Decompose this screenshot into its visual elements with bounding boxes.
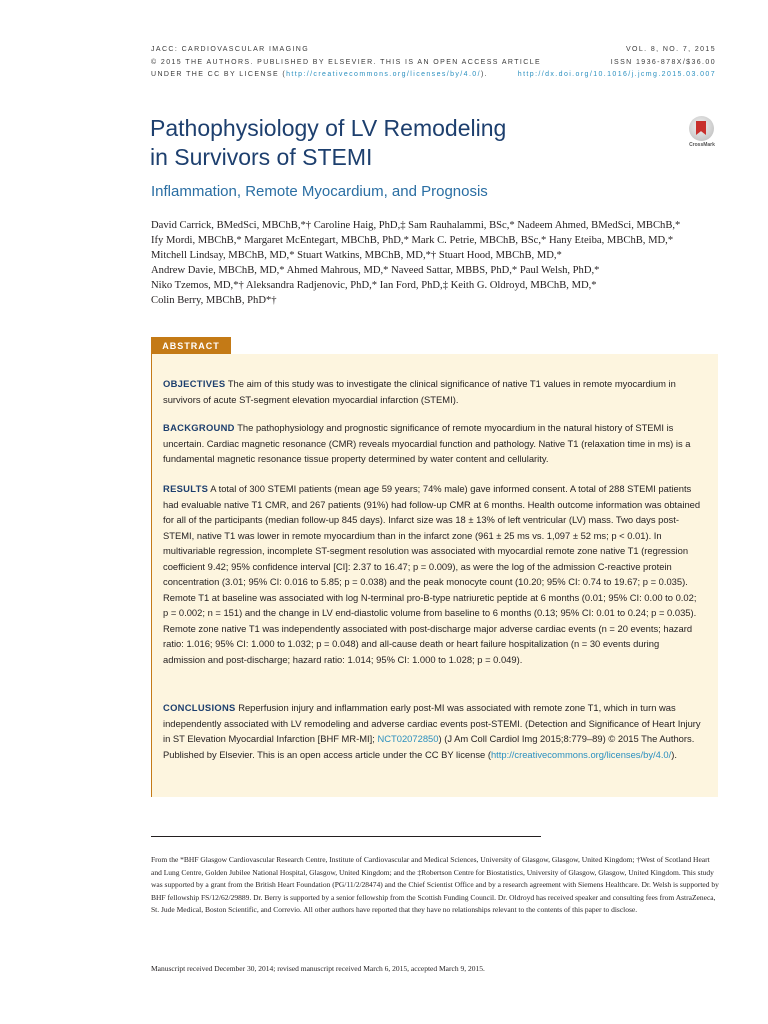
manuscript-dates: Manuscript received December 30, 2014; revised manuscript received March 6, 2015, accepted March 9, 2015. [151, 964, 485, 973]
abstract-objectives: OBJECTIVES The aim of this study was to investigate the clinical significance of native T1 values in remote myocardium in survivors of acute ST-segment elevation myocardial infarction (STEMI). [163, 378, 676, 405]
volume-info: VOL. 8, NO. 7, 2015 [625, 46, 716, 53]
abstract-results: RESULTS A total of 300 STEMI patients (mean age 59 years; 74% male) gave informed consent. A total of 288 STEMI patients had evaluable native T1 CMR, and 267 patients (91%) had follow-up CMR at 6 months. Health outcome information was obtained for all of the participants (median follow-up 845 days). Infarct size was 18 ± 13% of left ventricular (LV) mass. Two days post-STEMI, native T1 was lower in remote myocardium than in the infarct zone (961 ± 25 ms vs. 1,097 ± 52 ms; p < 0.01). In multivariable regression, incomplete ST-segment resolution was associated with myocardial remote zone native T1 (regression coefficient 9.42; 95% confidence interval [CI]: 2.37 to 16.47; p = 0.009), as were the log of the admission C-reactive protein concentration (3.01; 95% CI: 0.016 to 5.85; p = 0.038) and the peak monocyte count (10.20; 95% CI: 0.74 to 19.67; p = 0.035). Remote T1 at baseline was associated with log N-terminal pro-B-type natriuretic peptide at 6 months (0.01; 95% CI: 0.00 to 0.02; p = 0.002; n = 151) and the change in LV end-diastolic volume from baseline to 6 months (0.13; 95% CI: 0.01 to 0.24; p = 0.035). Remote zone native T1 was independently associated with post-discharge major adverse cardiac events (n = 20 events; hazard ratio: 1.016; 95% CI: 1.000 to 1.032; p = 0.048) and all-cause death or heart failure hospitalization (n = 30 events during admission and post-discharge; hazard ratio: 1.014; 95% CI: 1.000 to 1.028; p = 0.049). [163, 483, 701, 665]
copyright-line: © 2015 THE AUTHORS. PUBLISHED BY ELSEVIER. THIS IS AN OPEN ACCESS ARTICLE [151, 58, 542, 66]
crossmark-label: CrossMark [689, 142, 715, 148]
article-title: Pathophysiology of LV Remodeling in Survivors of STEMI [150, 115, 507, 170]
affiliations-footnote: From the *BHF Glasgow Cardiovascular Research Centre, Institute of Cardiovascular and Medical Sciences, University of Glasgow, Glasgow, United Kingdom; †West of Scotland Heart and Lung Centre, Golden Jubilee National Hospital, Glasgow, United Kingdom; and the ‡Robertson Centre for Biostatistics, University of Glasgow, Glasgow, United Kingdom. This study was supported by a grant from the British Heart Foundation (PG/11/2/28474) and the Chief Scientist Office and by a research agreement with Siemens Healthcare. Dr. Welsh is supported by BHF fellowship FS/12/62/29889. Dr. Berry is supported by a senior fellowship from the Scottish Funding Council. Dr. Oldroyd has received speaker and consulting fees from AstraZeneca, St. Jude Medical, Boston Scientific, and Correvio. All other authors have reported that they have no relationships relevant to the contents of this paper to disclose. [151, 855, 719, 914]
abstract-tab: ABSTRACT [151, 337, 231, 356]
journal-header-right [518, 44, 716, 82]
author-line: David Carrick, BMedSci, MBChB,*† Caroline Haig, PhD,‡ Sam Rauhalammi, BSc,* Nadeem Ahmed, BMedSci, MBChB,* [151, 220, 681, 231]
license-link[interactable]: http://creativecommons.org/licenses/by/4.0/ [286, 71, 481, 78]
author-line: Mitchell Lindsay, MBChB, MD,* Stuart Watkins, MBChB, MD,*† Stuart Hood, MBChB, MD,* [151, 250, 562, 261]
abstract-conclusions: CONCLUSIONS Reperfusion injury and inflammation early post-MI was associated with remote zone T1, which in turn was independently associated with LV remodeling and adverse cardiac events post-STEMI. (Detection and Significance of Heart Injury in ST Elevation Myocardial Infarction [BHF MR-MI]; NCT02072850) (J Am Coll Cardiol Img 2015;8:779–89) © 2015 The Authors. Published by Elsevier. This is an open access article under the CC BY license (http://creativecommons.org/licenses/by/4.0/). [163, 702, 701, 760]
journal-header-left [151, 44, 541, 82]
author-line: Niko Tzemos, MD,*† Aleksandra Radjenovic, PhD,* Ian Ford, PhD,‡ Keith G. Oldroyd, MBChB, MD,* [151, 280, 597, 291]
nct-link[interactable]: NCT02072850 [377, 733, 439, 744]
article-subtitle: Inflammation, Remote Myocardium, and Prognosis [151, 183, 488, 200]
author-line: Andrew Davie, MBChB, MD,* Ahmed Mahrous, MD,* Naveed Sattar, MBBS, PhD,* Paul Welsh, PhD,* [151, 265, 600, 276]
journal-name: JACC: CARDIOVASCULAR IMAGING [151, 46, 310, 53]
footnote-divider [151, 836, 541, 837]
doi-link[interactable]: http://dx.doi.org/10.1016/j.jcmg.2015.03.007 [517, 71, 716, 78]
crossmark-icon[interactable] [686, 116, 718, 152]
author-line: Ify Mordi, MBChB,* Margaret McEntegart, MBChB, PhD,* Mark C. Petrie, MBChB, BSc,* Hany Eteiba, MBChB, MD,* [151, 235, 674, 246]
license-line: UNDER THE CC BY LICENSE (http://creativecommons.org/licenses/by/4.0/). [151, 71, 489, 78]
author-list [151, 218, 721, 308]
author-line: Colin Berry, MBChB, PhD*† [151, 295, 277, 306]
abstract-background: BACKGROUND The pathophysiology and prognostic significance of remote myocardium in the natural history of STEMI is uncertain. Cardiac magnetic resonance (CMR) reveals myocardial function and pathology. Native T1 (relaxation time in ms) is a fundamental magnetic resonance tissue property determined by water content and cellularity. [163, 422, 691, 464]
issn: ISSN 1936-878X/$36.00 [610, 58, 716, 66]
cc-license-link[interactable]: http://creativecommons.org/licenses/by/4.0/ [490, 748, 672, 760]
